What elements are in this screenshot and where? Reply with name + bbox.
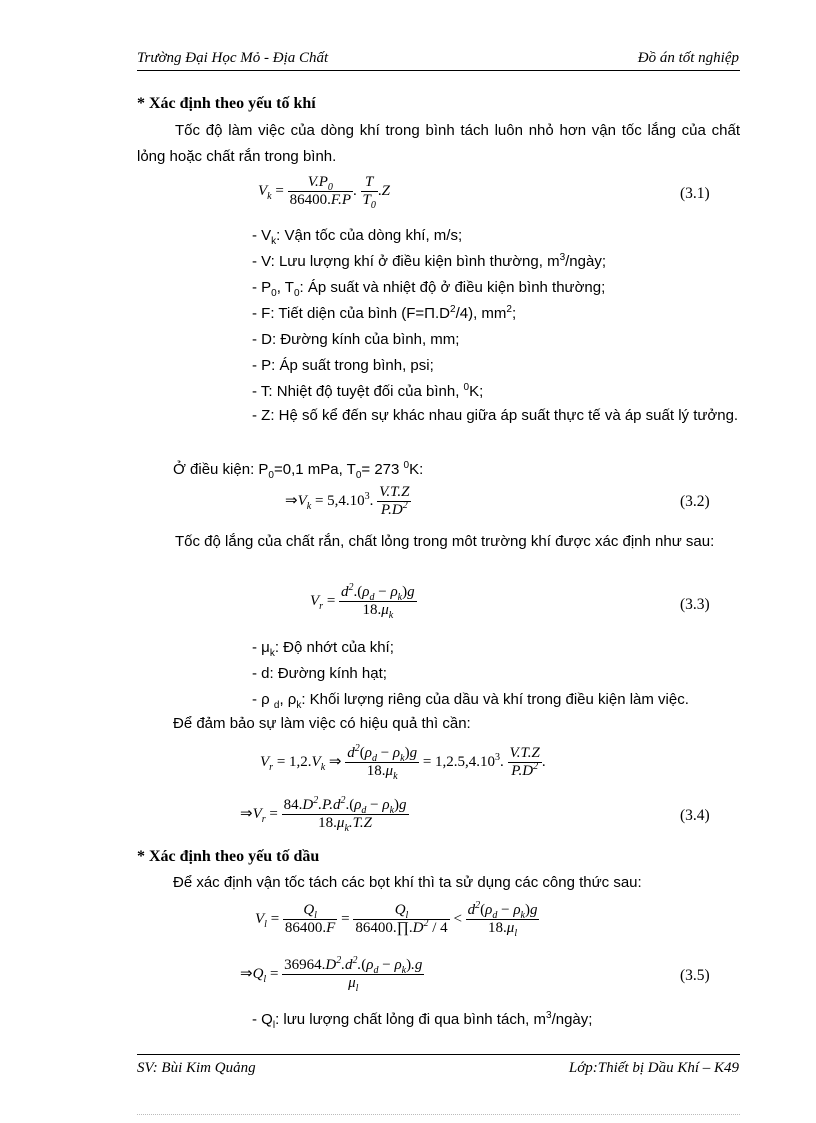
equation-number-3-3: (3.3) — [680, 596, 710, 613]
header-rule — [137, 70, 740, 71]
footer-left: SV: Bùi Kim Quảng — [137, 1060, 256, 1076]
equation-number-3-2: (3.2) — [680, 493, 710, 510]
equation-3-5: $\Rightarrow Q_l$ = $\frac{36964.D^2.d^2.(\rho_d - \rho_k).g}{\mu_l}$ — [240, 955, 423, 994]
list-item-v: - V: Lưu lượng khí ở điều kiện bình thường, $m^3$/ngày; — [252, 252, 607, 270]
equation-3-1: $V_k$ = $\frac{V.P_0}{86400.F.P}$ . $\frac{T}{T_0}$ .Z — [258, 174, 390, 211]
footer-right: Lớp:Thiết bị Dầu Khí – K49 — [568, 1060, 739, 1076]
list-item-d: - D: Đường kính của bình, mm; — [252, 331, 460, 348]
paragraph-oil-intro: Để xác định vận tốc tách các bọt khí thì ta sử dụng các công thức sau: — [173, 874, 642, 891]
equation-number-3-5: (3.5) — [680, 967, 710, 984]
equation-number-3-4: (3.4) — [680, 807, 710, 824]
paragraph-gas-intro: Tốc độ làm việc của dòng khí trong bình tách luôn nhỏ hơn vận tốc lắng của chất lỏng hoặc chất rắn trong bình. — [137, 122, 740, 165]
page-bottom-edge — [137, 1114, 740, 1115]
list-item-vk: - $V_k$: Vận tốc của dòng khí, m/s; — [252, 227, 463, 247]
list-item-p: - P: Áp suất trong bình, psi; — [252, 357, 434, 374]
list-item-rho: - ρ $_d$, $\rho_k$: Khối lượng riêng của dầu và khí trong điều kiện làm việc. — [252, 691, 689, 711]
section-heading-gas: * Xác định theo yếu tố khí — [137, 95, 316, 112]
equation-vl: $V_l$ = $\frac{Q_l}{86400.F}$ = $\frac{Q_l}{86400.\prod.D^2 / 4}$ < $\frac{d^2(\rho_d - \rho_k)g}{18.\mu_l}$ — [255, 900, 538, 939]
list-item-p0-t0: - $P_0$, $T_0$: Áp suất và nhiệt độ ở điều kiện bình thường; — [252, 279, 606, 299]
equation-3-4: $\Rightarrow V_r$ = $\frac{84.D^2.P.d^2.(\rho_d - \rho_k)g}{18.\mu_k.T.Z}$ — [240, 795, 407, 834]
equation-condition: $V_r = 1,2.V_k$ ⇒ $\frac{d^2(\rho_d - \rho_k)g}{18.\mu_k}$ = $1,2.5,4.10^3$. $\frac{V.T.Z}{P.D^2}$ . — [260, 743, 546, 782]
list-item-t: - T: Nhiệt độ tuyệt đối của bình, $^0$K; — [252, 382, 484, 400]
paragraph-condition-effective: Để đảm bảo sự làm việc có hiệu quả thì cần: — [173, 715, 471, 732]
header-right: Đồ án tốt nghiệp — [637, 50, 739, 66]
list-item-d-particle: - d: Đường kính hạt; — [252, 665, 387, 682]
list-item-f: - F: Tiết diện của bình $(F=\Pi.D^2/4)$, $mm^2$; — [252, 304, 517, 322]
paragraph-settling-speed: Tốc độ lắng của chất rắn, chất lỏng trong môt trường khí được xác định như sau: — [175, 533, 715, 550]
condition-line: Ở điều kiện: $P_0=0,1$ mPa, $T_0= 273$ $^0$K: — [173, 460, 424, 481]
header-left: Trường Đại Học Mỏ - Địa Chất — [137, 50, 329, 66]
list-item-z: - Z: Hệ số kể đến sự khác nhau giữa áp suất thực tế và áp suất lý tưởng. — [252, 407, 739, 424]
list-item-mu-k: - $\mu_k$: Độ nhớt của khí; — [252, 639, 394, 659]
equation-3-3: $V_r$ = $\frac{d^2.(\rho_d - \rho_k)g}{18.\mu_k}$ — [310, 582, 415, 621]
list-item-ql: - $Q_l$: lưu lượng chất lỏng đi qua bình tách, $m^3$/ngày; — [252, 1010, 593, 1031]
equation-number-3-1: (3.1) — [680, 185, 710, 202]
equation-3-2: $\Rightarrow V_k = 5,4.10^3$. $\frac{V.T.Z}{P.D^2}$ — [285, 484, 410, 518]
footer-rule — [137, 1054, 740, 1055]
section-heading-oil: * Xác định theo yếu tố dầu — [137, 848, 320, 865]
